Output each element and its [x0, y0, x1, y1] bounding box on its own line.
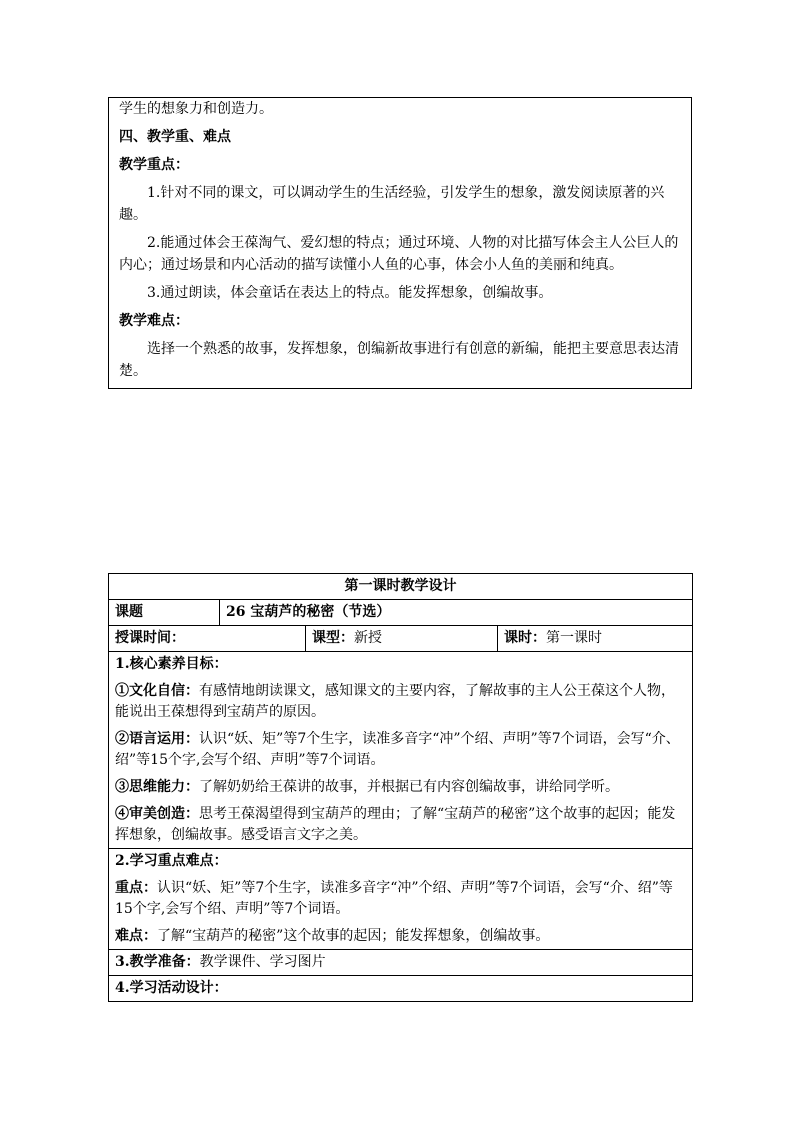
goal-4	[115, 804, 686, 846]
meta-row	[109, 626, 693, 652]
focus-cell	[109, 849, 693, 950]
goal-3	[115, 777, 686, 798]
prep-text: 教学课件、学习图片	[199, 954, 326, 970]
diff-label: 难点：	[115, 928, 157, 944]
goal-1-text: 有感情地朗读课文，感知课文的主要内容，了解故事的主人公王葆这个人物，能说出王葆想得到宝葫芦的原因。	[115, 683, 675, 720]
goal-2-label: ②语言运用：	[115, 731, 199, 747]
type-value: 新授	[354, 630, 382, 646]
difficulty-point	[115, 926, 686, 947]
continued-line: 学生的想象力和创造力。	[119, 101, 273, 117]
lesson-design-table	[108, 573, 693, 1002]
time-label: 授课时间：	[115, 630, 185, 646]
focus-row	[109, 849, 693, 950]
prep-label: 3.教学准备：	[115, 954, 200, 970]
goal-4-label: ④审美创造：	[115, 806, 199, 822]
activity-heading: 4.学习活动设计：	[109, 976, 693, 1002]
goals-cell	[109, 652, 693, 849]
section-heading: 四、教学重、难点	[119, 129, 231, 145]
type-cell	[306, 626, 498, 652]
difficulty-heading: 教学难点：	[119, 313, 189, 329]
title-row	[109, 574, 693, 600]
key-point-3: 3.通过朗读，体会童话在表达上的特点。能发挥想象，创编故事。	[147, 285, 553, 301]
table-title: 第一课时教学设计	[109, 574, 693, 600]
type-label: 课型：	[312, 630, 354, 646]
goal-3-text: 了解奶奶给王葆讲的故事，并根据已有内容创编故事，讲给同学听。	[199, 779, 619, 795]
topic-label: 课题	[109, 600, 220, 626]
focus-heading: 2.学习重点难点：	[115, 853, 228, 869]
time-cell	[109, 626, 306, 652]
period-cell	[498, 626, 693, 652]
period-label: 课时：	[504, 630, 546, 646]
activity-row	[109, 976, 693, 1002]
key-points-box	[108, 97, 692, 389]
prep-row	[109, 950, 693, 976]
goal-2-text: 认识“妖、矩”等7个生字，读准多音字“冲”个绍、声明”等7个词语，会写“介、绍”等15个字,会写个绍、声明”等7个词语。	[115, 731, 680, 768]
difficulty-text: 选择一个熟悉的故事，发挥想象，创编新故事进行有创意的新编，能把主要意思表达清楚。	[119, 341, 679, 379]
topic-row	[109, 600, 693, 626]
goal-2	[115, 729, 686, 771]
prep-cell	[109, 950, 693, 976]
period-value: 第一课时	[546, 630, 602, 646]
goals-row	[109, 652, 693, 849]
goal-4-text: 思考王葆渴望得到宝葫芦的理由；了解“宝葫芦的秘密”这个故事的起因；能发挥想象，创编故事。感受语言文字之美。	[115, 806, 676, 843]
goal-1-label: ①文化自信：	[115, 683, 199, 699]
diff-text: 了解“宝葫芦的秘密”这个故事的起因；能发挥想象，创编故事。	[157, 928, 550, 944]
key-point-1: 1.针对不同的课文，可以调动学生的生活经验，引发学生的想象，激发阅读原著的兴趣。	[119, 185, 665, 223]
focus-point	[115, 878, 686, 920]
focus-label: 重点：	[115, 880, 157, 896]
focus-text: 认识“妖、矩”等7个生字，读准多音字“冲”个绍、声明”等7个词语，会写“介、绍”等15个字,会写个绍、声明”等7个词语。	[115, 880, 673, 917]
key-points-heading: 教学重点：	[119, 157, 189, 173]
goal-1	[115, 681, 686, 723]
topic-value: 26 宝葫芦的秘密（节选）	[220, 600, 693, 626]
goals-heading: 1.核心素养目标：	[115, 656, 228, 672]
goal-3-label: ③思维能力：	[115, 779, 199, 795]
key-point-2: 2.能通过体会王葆淘气、爱幻想的特点；通过环境、人物的对比描写体会主人公巨人的内心；通过场景和内心活动的描写读懂小人鱼的心事，体会小人鱼的美丽和纯真。	[119, 235, 679, 273]
